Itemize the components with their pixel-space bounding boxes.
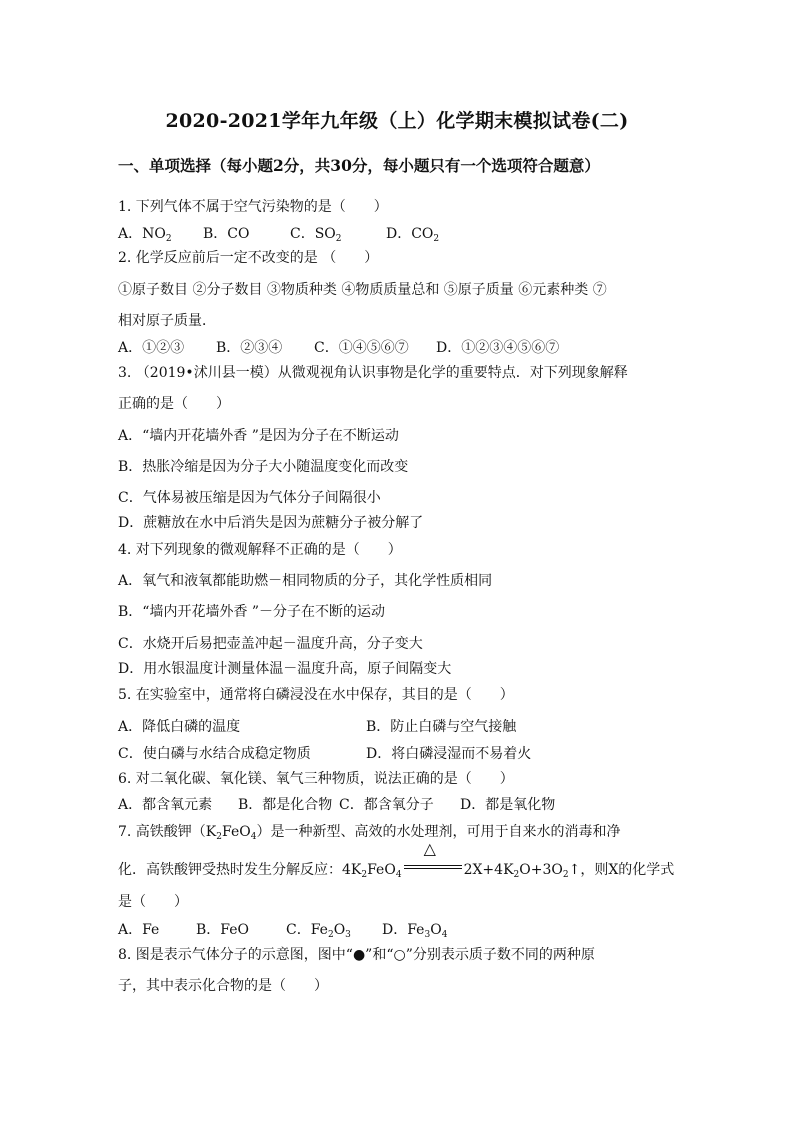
q2-items-line2: 相对原子质量． — [118, 313, 216, 329]
q4-option-d: D．用水银温度计测量体温－温度升高，原子间隔变大 — [118, 661, 452, 677]
q7-equation: $4K_2FeO_4$ △ $2X+4K_2O+3O_2↑$，则X的化学式 — [342, 839, 675, 880]
q4-option-c: C．水烧开后易把壶盖冲起－温度升高，分子变大 — [118, 636, 423, 652]
q7-option-c: C．$Fe_2O_3$ — [286, 922, 351, 940]
q5-stem: 5. 在实验室中，通常将白磷浸没在水中保存，其目的是（ ） — [118, 687, 514, 703]
q7-options — [118, 921, 447, 939]
reaction-condition-arrow — [404, 839, 462, 876]
q1-option-c: C．$SO_2$ — [290, 226, 342, 244]
q3-option-d: D．蔗糖放在水中后消失是因为蔗糖分子被分解了 — [118, 515, 424, 531]
q2-options — [118, 339, 559, 357]
q8-stem-line1: 8. 图是表示气体分子的示意图，图中“●”和“○”分别表示质子数不同的两种原 — [118, 947, 595, 963]
page-title: 2020-2021学年九年级（上）化学期末模拟试卷(二) — [165, 110, 629, 132]
q6-option-d: D．都是氧化物 — [460, 797, 556, 813]
q2-stem: 2. 化学反应前后一定不改变的是 （ ） — [118, 250, 379, 266]
q3-option-a: A．“墙内开花墙外香 ”是因为分子在不断运动 — [118, 428, 399, 444]
q2-items-line1: ①原子数目 ②分子数目 ③物质种类 ④物质质量总和 ⑤原子质量 ⑥元素种类 ⑦ — [118, 282, 607, 298]
q2-option-d: D．①②③④⑤⑥⑦ — [436, 340, 560, 356]
q8-stem-line2: 子，其中表示化合物的是（ ） — [118, 978, 328, 994]
q6-stem: 6. 对二氧化碳、氧化镁、氧气三种物质，说法正确的是（ ） — [118, 771, 514, 787]
q7-stem-line1: 7. 高铁酸钾$(K_2FeO_4)$是一种新型、高效的水处理剂，可用于自来水的消毒和净 — [118, 824, 621, 842]
q5-options-row1 — [118, 718, 516, 736]
q5-option-b: B．防止白磷与空气接触 — [366, 719, 517, 735]
q1-stem: 1. 下列气体不属于空气污染物的是（ ） — [118, 199, 388, 215]
q1-option-d: D．$CO_2$ — [386, 226, 440, 244]
q4-option-b: B．“墙内开花墙外香 ”－分子在不断的运动 — [118, 604, 386, 620]
q2-option-a: A．①②③ — [118, 340, 185, 356]
q4-option-a: A．氧气和液氧都能助燃－相同物质的分子，其化学性质相同 — [118, 573, 493, 589]
q7-option-d: D．$Fe_3O_4$ — [382, 922, 448, 940]
q2-option-c: C．①④⑤⑥⑦ — [314, 340, 409, 356]
q7-option-b: B．FeO — [196, 922, 249, 938]
section-heading: 一、单项选择（每小题2分，共30分，每小题只有一个选项符合题意） — [118, 156, 600, 175]
q6-option-c: C．都含氧分子 — [339, 797, 434, 813]
q6-option-b: B．都是化合物 — [238, 797, 333, 813]
q6-option-a: A．都含氧元素 — [118, 797, 213, 813]
q5-option-c: C．使白磷与水结合成稳定物质 — [118, 746, 311, 762]
q3-stem-line2: 正确的是（ ） — [118, 396, 230, 412]
q5-option-d: D．将白磷浸湿而不易着火 — [366, 746, 532, 762]
q5-options-row2 — [118, 745, 531, 763]
q7-stem-line3: 是（ ） — [118, 894, 188, 910]
q3-stem-line1: 3. （2019•沭川县一模）从微观视角认识事物是化学的重要特点．对下列现象解释 — [118, 365, 628, 381]
q3-option-b: B．热胀冷缩是因为分子大小随温度变化而改变 — [118, 459, 409, 475]
q1-option-a: A．$NO_2$ — [118, 226, 172, 244]
q5-option-a: A．降低白磷的温度 — [118, 719, 241, 735]
q7-option-a: A．Fe — [118, 922, 160, 938]
q7-stem-line2: 化．高铁酸钾受热时发生分解反应：$4K_2FeO_4$ △ $2X+4K_2O+3O_2↑$，则X的化学式 — [118, 839, 675, 880]
heat-triangle-icon: △ — [423, 839, 436, 858]
q4-stem: 4. 对下列现象的微观解释不正确的是（ ） — [118, 542, 402, 558]
q1-option-b: B．CO — [203, 226, 250, 242]
q2-option-b: B．②③④ — [216, 340, 283, 356]
q1-options — [118, 225, 439, 243]
q6-options — [118, 796, 555, 814]
q3-option-c: C．气体易被压缩是因为气体分子间隔很小 — [118, 490, 381, 506]
